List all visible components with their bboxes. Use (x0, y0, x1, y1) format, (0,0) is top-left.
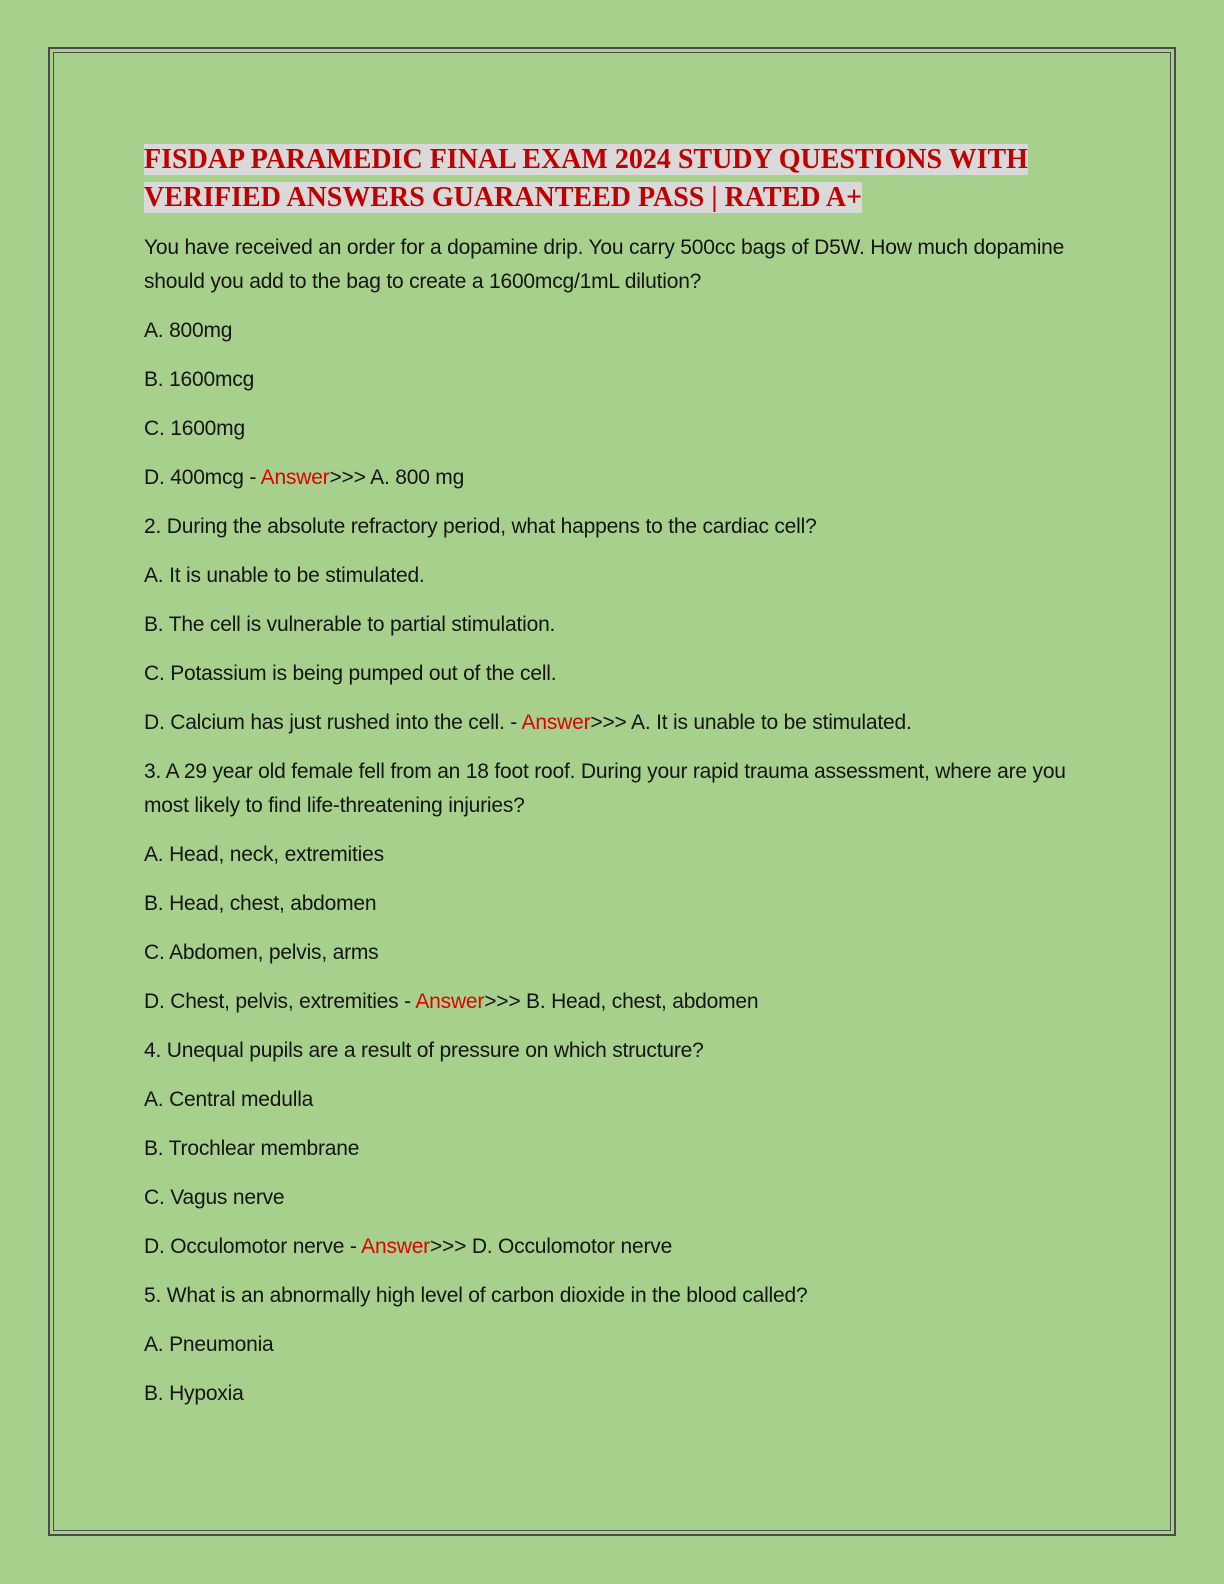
option: B. The cell is vulnerable to partial stimulation. (144, 613, 556, 636)
title-line-1: FISDAP PARAMEDIC FINAL EXAM 2024 STUDY QUESTIONS WITH (144, 144, 1028, 175)
document-title (144, 141, 1074, 217)
answer-separator: - (243, 466, 261, 489)
question-text: You have received an order for a dopamine drip. You carry 500cc bags of D5W. How much dopamine should you add to the bag to create a 1600mcg/1mL dilution? (144, 236, 1065, 293)
question-text: 3. A 29 year old female fell from an 18 foot roof. During your rapid trauma assessment, where are you most likely to find life-threatening injuries? (144, 760, 1066, 817)
answer-label: Answer (415, 990, 485, 1013)
answer-separator: - (504, 711, 522, 734)
last-option: D. 400mcg (144, 466, 244, 489)
last-option: D. Calcium has just rushed into the cell. (144, 711, 505, 734)
answer-arrow: >>> (590, 711, 632, 734)
option: C. 1600mg (144, 417, 245, 440)
option: A. Central medulla (144, 1088, 314, 1111)
answer-text: A. 800 mg (370, 466, 465, 489)
option: B. Hypoxia (144, 1382, 244, 1405)
answer-label: Answer (521, 711, 591, 734)
option: C. Abdomen, pelvis, arms (144, 941, 379, 964)
answer-text: A. It is unable to be stimulated. (631, 711, 912, 734)
last-option: D. Occulomotor nerve (144, 1235, 345, 1258)
document-content (144, 141, 1074, 1426)
answer-arrow: >>> (484, 990, 527, 1013)
question-text: 2. During the absolute refractory period, what happens to the cardiac cell? (144, 515, 817, 538)
option: A. It is unable to be stimulated. (144, 564, 425, 587)
answer-text: B. Head, chest, abdomen (526, 990, 759, 1013)
answer-label: Answer (361, 1235, 430, 1258)
answer-separator: - (398, 990, 416, 1013)
option: C. Vagus nerve (144, 1186, 285, 1209)
option: A. Head, neck, extremities (144, 843, 384, 866)
last-option: D. Chest, pelvis, extremities (144, 990, 399, 1013)
option: A. 800mg (144, 319, 233, 342)
answer-text: D. Occulomotor nerve (471, 1235, 673, 1258)
title-line-2: VERIFIED ANSWERS GUARANTEED PASS | RATED A+ (144, 182, 863, 213)
option: A. Pneumonia (144, 1333, 274, 1356)
option-with-answer (144, 985, 1074, 1019)
answer-arrow: >>> (329, 466, 371, 489)
answer-separator: - (344, 1235, 362, 1258)
question-text: 4. Unequal pupils are a result of pressure on which structure? (144, 1039, 704, 1062)
option: C. Potassium is being pumped out of the cell. (144, 662, 557, 685)
option: B. Trochlear membrane (144, 1137, 360, 1160)
question-text: 5. What is an abnormally high level of carbon dioxide in the blood called? (144, 1284, 808, 1307)
option-with-answer (144, 461, 1074, 495)
option-with-answer (144, 1230, 1074, 1264)
answer-arrow: >>> (429, 1235, 472, 1258)
option: B. 1600mcg (144, 368, 255, 391)
option: B. Head, chest, abdomen (144, 892, 377, 915)
answer-label: Answer (260, 466, 330, 489)
option-with-answer (144, 706, 1074, 740)
